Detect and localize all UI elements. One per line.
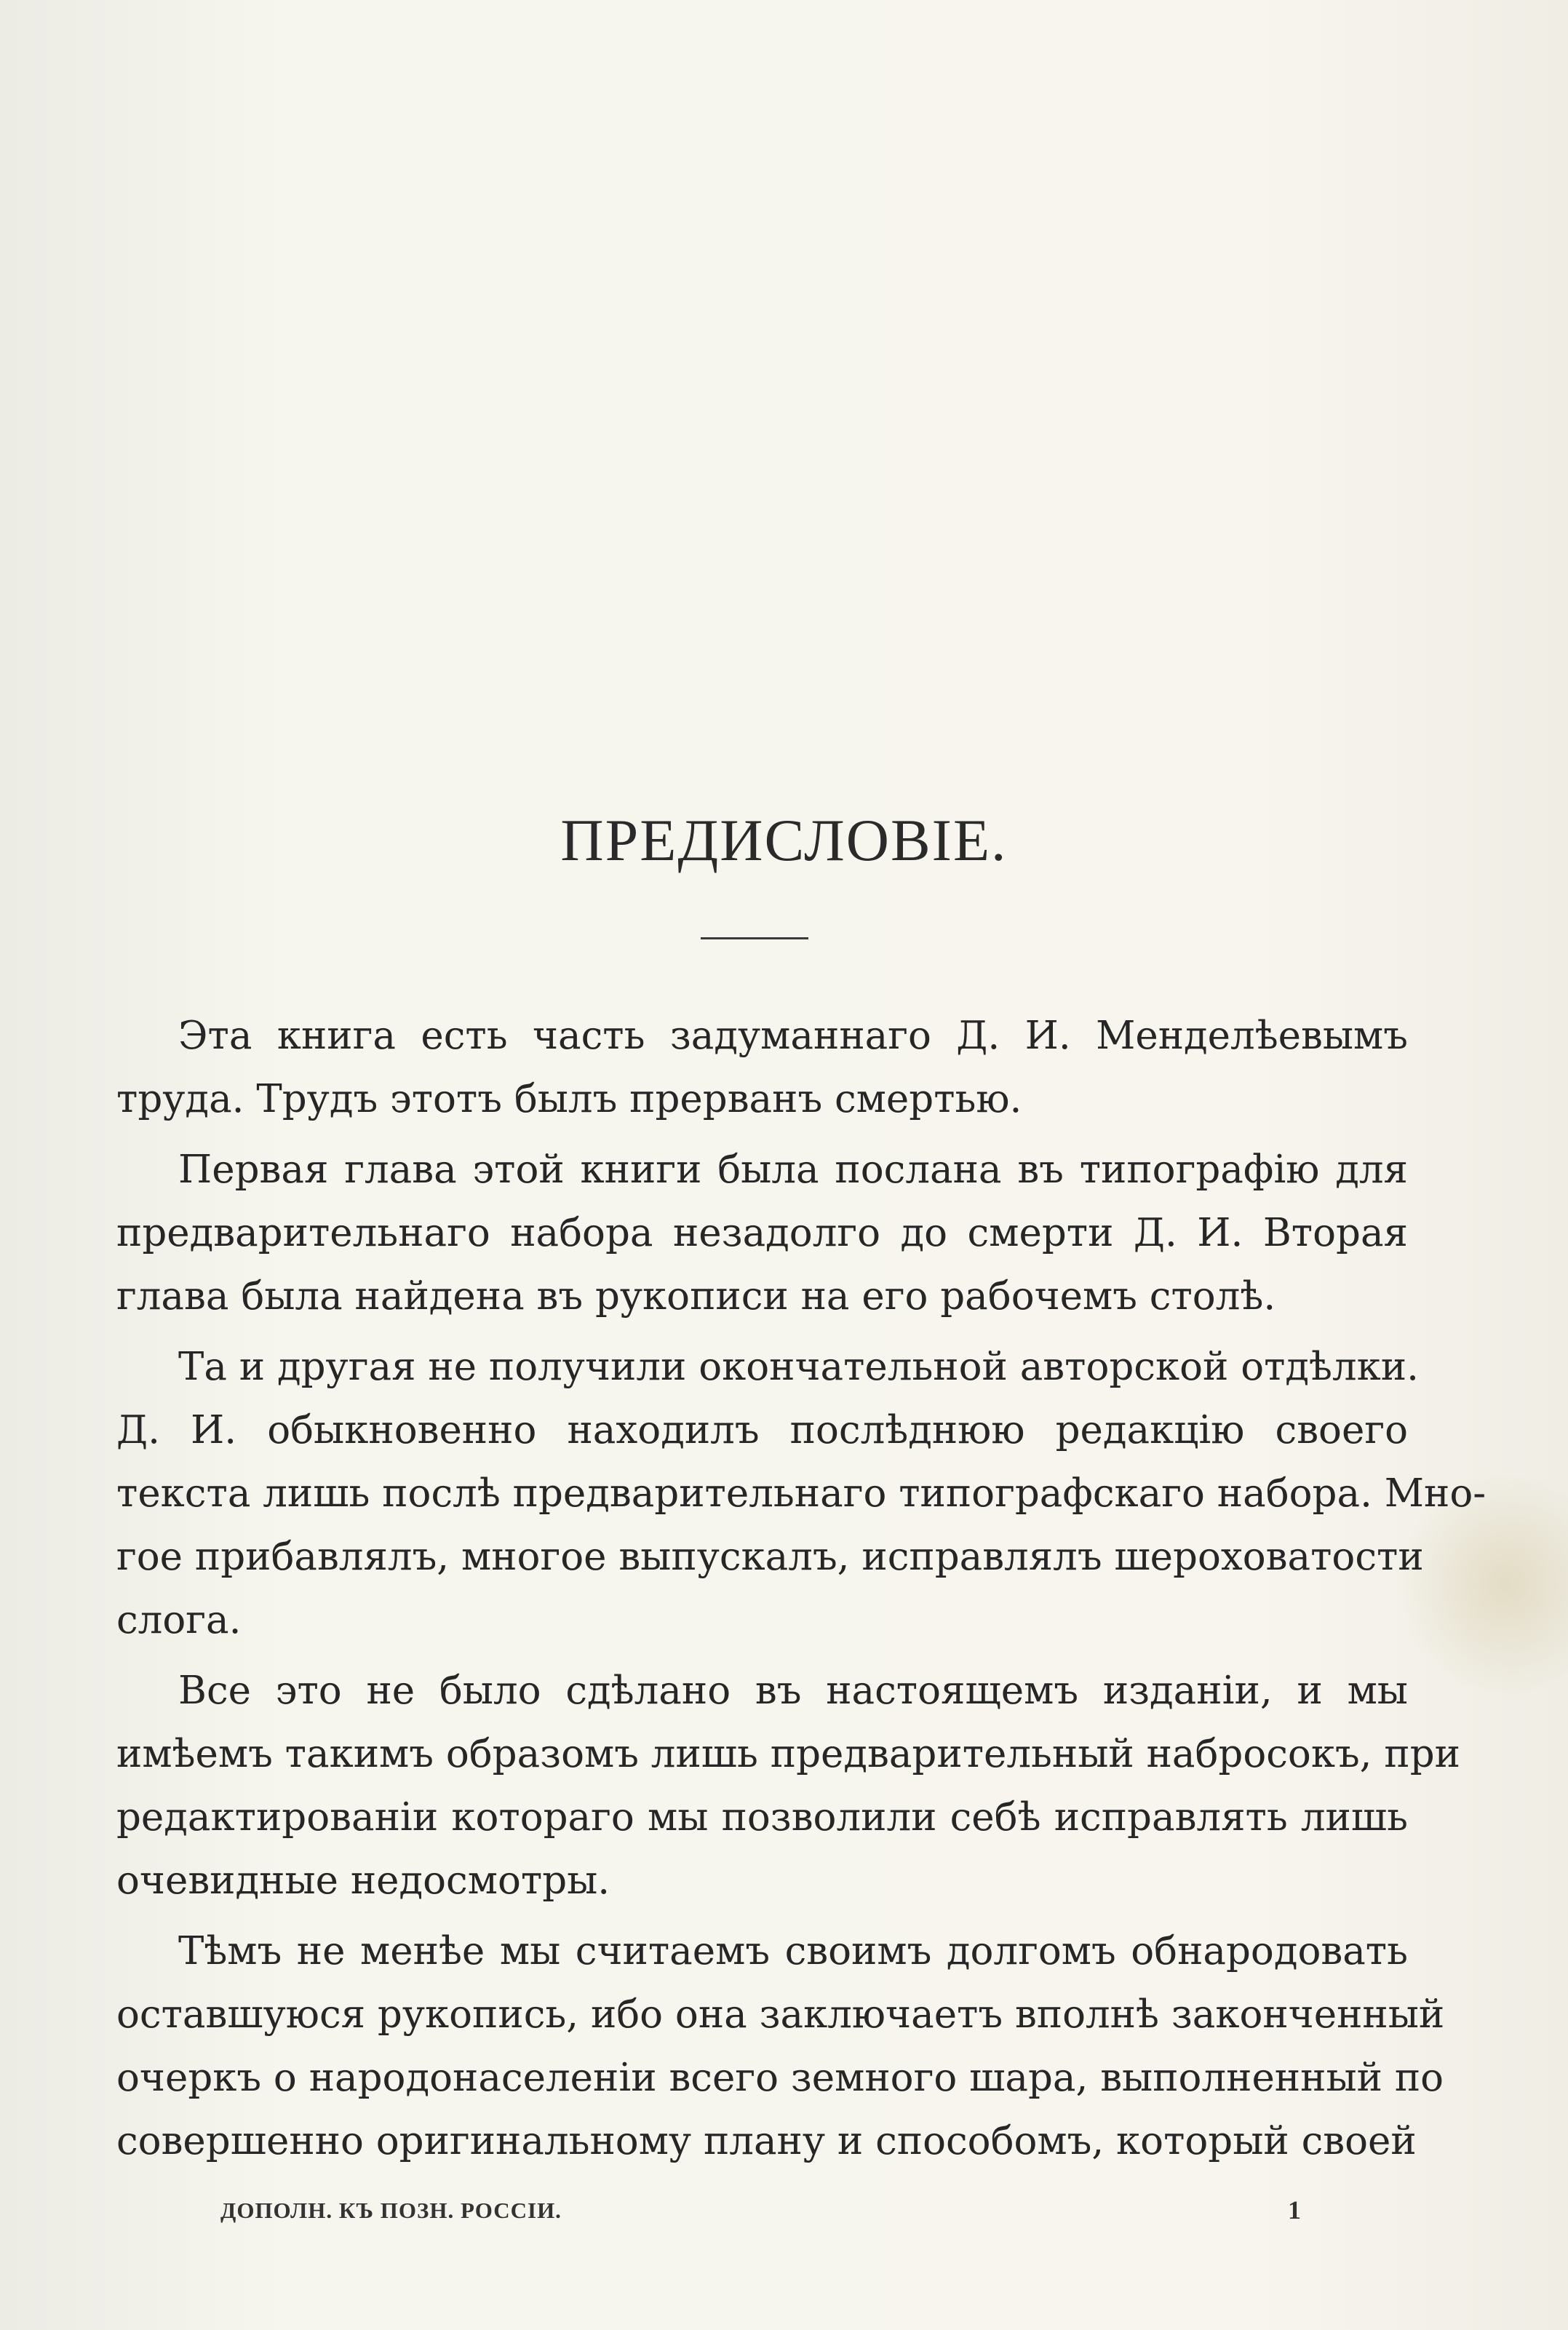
text-line: очевидные недосмотры.: [116, 1858, 610, 1903]
signature-mark: ДОПОЛН. КЪ ПОЗН. РОССІИ.: [220, 2198, 562, 2223]
text-line: Все это не было сдѣлано въ настоящемъ изданіи, и мы: [178, 1669, 1408, 1713]
text-line: Эта книга есть часть задуманнаго Д. И. Менделѣевымъ: [178, 1014, 1408, 1058]
page-number: 1: [1288, 2195, 1301, 2224]
text-line: слога.: [116, 1598, 242, 1642]
text-line: текста лишь послѣ предварительнаго типографскаго набора. Мно-: [116, 1471, 1487, 1516]
text-line: редактированіи котораго мы позволили себѣ исправлять лишь: [116, 1795, 1408, 1840]
text-line: оставшуюся рукопись, ибо она заключаетъ вполнѣ законченный: [116, 1992, 1445, 2037]
text-line: совершенно оригинальному плану и способомъ, который своей: [116, 2119, 1417, 2163]
text-line: Та и другая не получили окончательной авторской отдѣлки.: [178, 1345, 1419, 1389]
text-line: Д. И. обыкновенно находилъ послѣднюю редакцію своего: [116, 1408, 1408, 1452]
text-line: имѣемъ такимъ образомъ лишь предварительный набросокъ, при: [116, 1732, 1460, 1776]
text-line: предварительнаго набора незадолго до смерти Д. И. Вторая: [116, 1211, 1408, 1255]
text-line: труда. Трудъ этотъ былъ прерванъ смертью.: [116, 1077, 1022, 1121]
page-title: ПРЕДИСЛОВІЕ.: [560, 807, 1008, 873]
title-rule: [701, 937, 808, 939]
text-line: глава была найдена въ рукописи на его рабочемъ столѣ.: [116, 1274, 1276, 1319]
text-line: очеркъ о народонаселеніи всего земного шара, выполненный по: [116, 2056, 1444, 2100]
body-text: [116, 1004, 1487, 2173]
text-line: гое прибавлялъ, многое выпускалъ, исправлялъ шероховатости: [116, 1535, 1424, 1579]
text-line: Тѣмъ не менѣе мы считаемъ своимъ долгомъ обнародовать: [178, 1929, 1408, 1973]
text-line: Первая глава этой книги была послана въ типографію для: [178, 1148, 1408, 1192]
